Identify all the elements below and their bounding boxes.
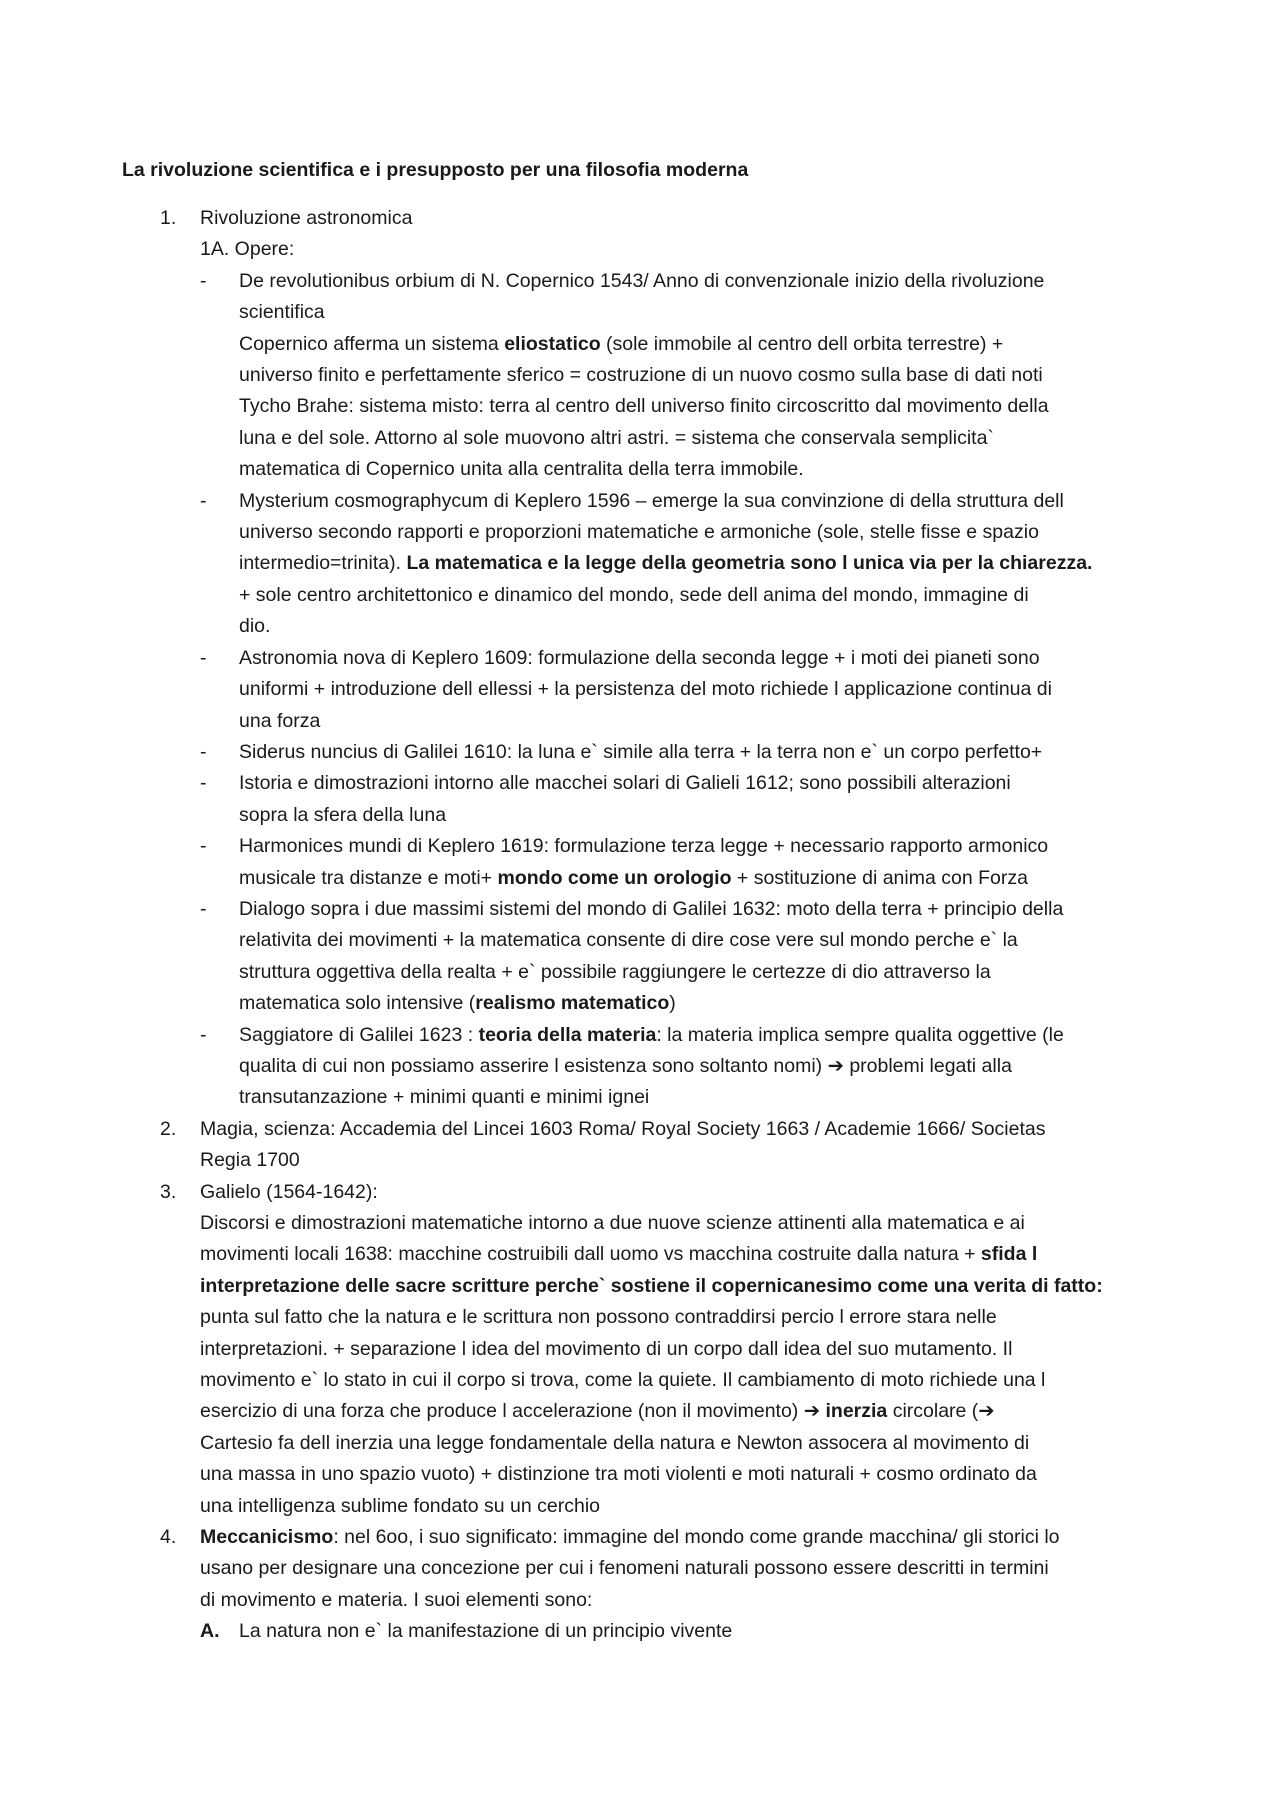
list-item-body [200,1177,1160,1522]
text-line: relativita dei movimenti + la matematica consente di dire cose vere sul mondo perche e` la [239,929,1018,952]
bullet-item [0,486,1280,643]
bullet-dash: - [200,897,207,920]
bullet-body [239,737,1169,768]
text-line: universo secondo rapporti e proporzioni matematiche e armoniche (sole, stelle fisse e spazio [239,521,1039,544]
bullet-body [239,266,1169,486]
text-line: Astronomia nova di Keplero 1609: formulazione della seconda legge + i moti dei pianeti sono [239,646,1040,669]
bullet-dash: - [200,772,207,795]
bold-text: La matematica e la legge della geometria sono l unica via per la chiarezza. [406,552,1093,575]
bullet-dash: - [200,646,207,669]
text-line: De revolutionibus orbium di N. Copernico 1543/ Anno di convenzionale inizio della rivoluzione [239,269,1045,292]
text-line: Harmonices mundi di Keplero 1619: formulazione terza legge + necessario rapporto armonico [239,835,1049,858]
text-line: una massa in uno spazio vuoto) + distinzione tra moti violenti e moti naturali + cosmo ordinato da [200,1463,1037,1486]
text-line: Siderus nuncius di Galilei 1610: la luna e` simile alla terra + la terra non e` un corpo perfetto+ [239,740,1043,763]
list-item-number: 4. [160,1526,177,1549]
text-line: di movimento e materia. I suoi elementi sono: [200,1588,593,1611]
bullet-body [239,486,1169,643]
text-line: usano per designare una concezione per cui i fenomeni naturali possono essere descritti in termini [200,1557,1049,1580]
list-item-subheading: 1A. Opere: [200,238,295,261]
text-line: movimenti locali 1638: macchine costruibili dall uomo vs macchina costruite dalla natura + sfida l [200,1243,1038,1266]
text-line: + sole centro architettonico e dinamico del mondo, sede dell anima del mondo, immagine di [239,583,1029,606]
bullet-dash: - [200,740,207,763]
bold-text: Meccanicismo [200,1526,334,1549]
list-item-body [200,1114,1160,1177]
text-line: Saggiatore di Galilei 1623 : teoria della materia: la materia implica sempre qualita oggettive (le [239,1023,1064,1046]
bullet-item [0,1020,1280,1114]
bullet-item [0,831,1280,894]
document-title: La rivoluzione scientifica e i presupposto per una filosofia moderna [122,159,749,181]
text-line: Istoria e dimostrazioni intorno alle macchei solari di Galieli 1612; sono possibili alterazioni [239,772,1011,795]
text-line: La natura non e` la manifestazione di un principio vivente [239,1620,733,1643]
text-line: Meccanicismo: nel 6oo, i suo significato: immagine del mondo come grande macchina/ gli storici lo [200,1526,1060,1549]
bullet-item [0,768,1280,831]
bullet-dash: - [200,835,207,858]
list-item [0,1522,1280,1616]
list-item-number: 2. [160,1117,177,1140]
sub-item-letter: A. [200,1620,220,1643]
bold-text: ➔ inerzia [803,1400,888,1423]
text-line: interpretazioni. + separazione l idea del movimento di un corpo dall idea del suo mutamento. Il [200,1337,1013,1360]
text-line: Discorsi e dimostrazioni matematiche intorno a due nuove scienze attinenti alla matematica e ai [200,1212,1025,1234]
text-line: Magia, scienza: Accademia del Lincei 1603 Roma/ Royal Society 1663 / Academie 1666/ Societas [200,1117,1046,1140]
bullet-item [0,266,1280,486]
text-line: Cartesio fa dell inerzia una legge fondamentale della natura e Newton assocera al movimento di [200,1431,1030,1454]
sub-item-body [239,1616,1169,1647]
list-item [0,203,1280,266]
text-line: punta sul fatto che la natura e le scrittura non possono contraddirsi percio l errore stara nelle [200,1306,997,1329]
text-line: luna e del sole. Attorno al sole muovono altri astri. = sistema che conservala semplicita` [239,426,994,449]
sub-item [0,1616,1280,1647]
bullet-item [0,643,1280,737]
text-line: universo finito e perfettamente sferico = costruzione di un nuovo cosmo sulla base di dati noti [239,364,1043,387]
list-item-number: 1. [160,207,177,229]
text-line: esercizio di una forza che produce l accelerazione (non il movimento) ➔ inerzia circolare (➔ [200,1400,995,1423]
bullet-body [239,768,1169,831]
bullet-dash: - [200,1023,207,1046]
text-line: Copernico afferma un sistema eliostatico (sole immobile al centro dell orbita terrestre) + [239,332,1004,355]
list-item-number: 3. [160,1180,177,1203]
text-line: matematica di Copernico unita alla centralita della terra immobile. [239,458,804,481]
list-item-body [200,203,1160,266]
text-line: dio. [239,615,271,638]
text-line: Regia 1700 [200,1149,300,1172]
text-line: Mysterium cosmographycum di Keplero 1596 – emerge la sua convinzione di della struttura dell [239,489,1064,512]
bold-text: ➔ [827,1054,844,1077]
text-line: transutanzazione + minimi quanti e minimi ignei [239,1086,650,1109]
bullet-body [239,1020,1169,1114]
bullet-item [0,894,1280,1020]
text-line: Dialogo sopra i due massimi sistemi del mondo di Galilei 1632: moto della terra + principio della [239,897,1064,920]
bold-text: sfida l [980,1243,1038,1266]
text-line: Galielo (1564-1642): [200,1180,378,1203]
bullet-dash: - [200,489,207,512]
text-line: qualita di cui non possiamo asserire l esistenza sono soltanto nomi) ➔ problemi legati alla [239,1054,1012,1077]
text-line: una forza [239,709,321,732]
bullet-item [0,737,1280,768]
text-line: Tycho Brahe: sistema misto: terra al centro dell universo finito circoscritto dal movimento della [239,395,1049,418]
list-item-heading: Rivoluzione astronomica [200,207,413,229]
text-line: intermedio=trinita). La matematica e la legge della geometria sono l unica via per la chiarezza. [239,552,1093,575]
bullet-dash: - [200,269,207,292]
text-line [200,1271,1160,1302]
text-line: uniformi + introduzione dell ellessi + la persistenza del moto richiede l applicazione continua di [239,678,1052,701]
text-line: matematica solo intensive (realismo matematico) [239,992,676,1015]
list-item [0,1114,1280,1177]
text-line: movimento e` lo stato in cui il corpo si trova, come la quiete. Il cambiamento di moto richiede una l [200,1369,1046,1392]
bullet-body [239,831,1169,894]
list-item-body [200,1522,1160,1616]
document-body [0,203,1280,1648]
bold-text: teoria della materia [478,1023,657,1046]
text-line: scientifica [239,301,325,324]
bold-text: realismo matematico [475,992,670,1015]
text-line: musicale tra distanze e moti+ mondo come un orologio + sostituzione di anima con Forza [239,866,1028,889]
bold-text: eliostatico [504,332,601,355]
list-item [0,1177,1280,1522]
text-line: struttura oggettiva della realta + e` possibile raggiungere le certezze di dio attraverso la [239,960,991,983]
bullet-body [239,643,1169,737]
bold-text: mondo come un orologio [497,866,732,889]
bullet-body [239,894,1169,1020]
text-line: una intelligenza sublime fondato su un cerchio [200,1494,601,1517]
text-line: sopra la sfera della luna [239,803,447,826]
bold-text: interpretazione delle sacre scritture perche` sostiene il copernicanesimo come una verita di fatto: [200,1274,1103,1297]
